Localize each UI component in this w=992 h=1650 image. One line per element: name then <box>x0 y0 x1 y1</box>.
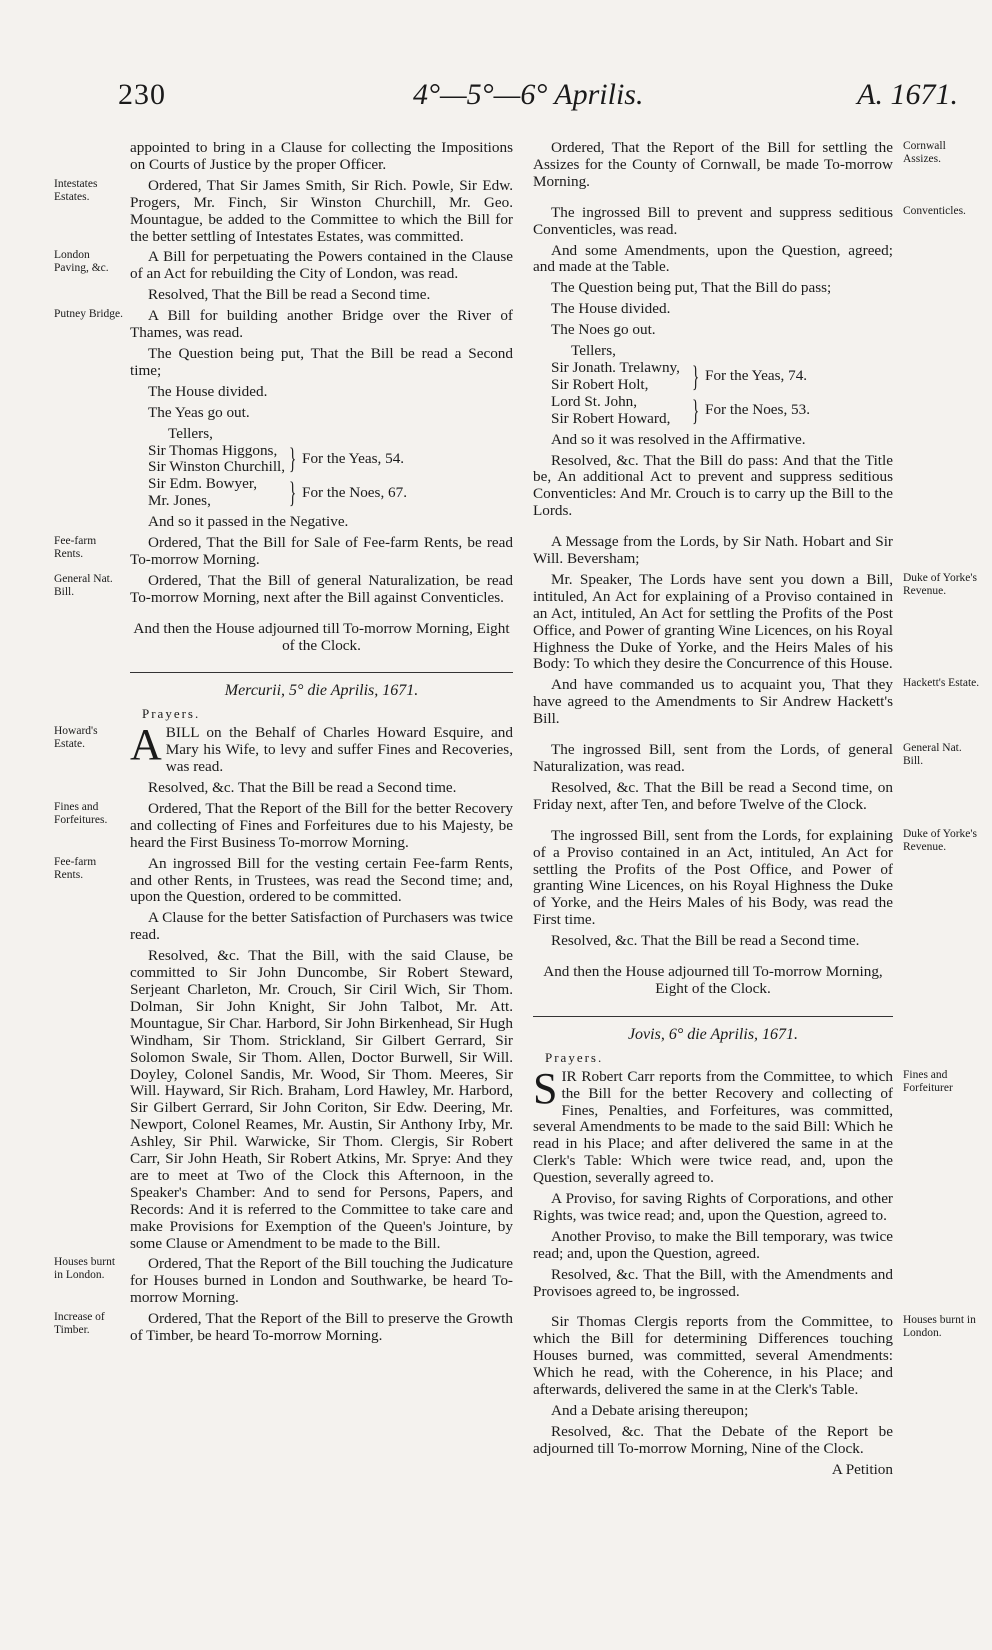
teller-group <box>551 394 893 428</box>
teller-name: Sir Edm. Bowyer, <box>148 475 258 493</box>
paragraph: A Clause for the better Satisfaction of Purchasers was twice read. <box>130 909 513 944</box>
margin-note: Cornwall Assizes. <box>903 140 946 165</box>
teller-result: For the Noes, 67. <box>302 483 408 501</box>
drop-cap: A <box>130 720 162 770</box>
paragraph: The ingrossed Bill, sent from the Lords, for explaining of a Proviso contained in an Act, intituled, An Act for settling the Profits of the Post Office, and Power of granting Wine Licences, on his Royal Highness the Duke of Yorke, and the Heirs Males of his Body, was read the First time. <box>533 826 893 929</box>
paragraph: Sir Thomas Clergis reports from the Committee, to which the Bill for determining Differences touching Houses burned, was committed, several Amendments: Which he read, with the Coherence, in his Place; and afterwards, delivered the same in at the Clerk's Table. <box>533 1313 893 1399</box>
paragraph: The ingrossed Bill to prevent and suppress seditious Conventicles, was read. <box>533 203 893 238</box>
paragraph: IR Robert Carr reports from the Committee, to which the Bill for the better Recovery and collecting of Fines, Penalties, and Forfeitures, was committed, several Amendments to be made to the said Bill: Which he read in his Place; and after delivered the same in at the Clerk's Table: Which were twice read, and, upon the Question, severally agreed to. <box>533 1067 893 1187</box>
left-column <box>54 139 513 1349</box>
paragraph: A Proviso, for saving Rights of Corporations, and other Rights, was twice read; and, upon the Question, agreed to. <box>533 1190 893 1224</box>
paragraph: Mr. Speaker, The Lords have sent you down a Bill, intituled, An Act for explaining of a Proviso contained in an Act, intituled, An Act for settling the Profits of the Post Office, and Power of granting Wine Licences, on his Royal Highness the Duke of Yorke, and the Heirs Males of his Body: To which they desire the Concurrence of this House. <box>533 570 893 673</box>
paragraph: The House divided. <box>551 300 671 318</box>
margin-note: Hackett's Estate. <box>903 677 980 690</box>
margin-note: Duke of Yorke's Revenue. <box>903 827 977 853</box>
teller-name: Sir Robert Howard, <box>551 409 671 427</box>
running-header <box>118 78 958 124</box>
teller-group <box>551 360 893 394</box>
paragraph: The ingrossed Bill, sent from the Lords, of general Naturalization, was read. <box>533 741 893 775</box>
paragraph: BILL on the Behalf of Charles Howard Esquire, and Mary his Wife, to levy and suffer Fines and Recoveries, was read. <box>165 724 513 776</box>
paragraph: Resolved, &c. That the Bill, with the said Clause, be committed to Sir John Duncombe, Sir Robert Steward, Serjeant Charleton, Mr. Crouch, Sir Ciril Wich, Sir Thom. Dolman, Sir John Knight, Sir John Talbot, Mr. Att. Mountague, Sir Char. Harbord, Sir John Birkenhead, Sir Hugh Windham, Sir Thom. Strickland, Sir Gilbert Gerrard, Sir Solomon Swale, Sir Thom. Allen, Doctor Burwell, Sir Will. Doyley, Colonel Sandis, Mr. Wood, Sir Thom. Meeres, Sir Will. Hayward, Sir Rich. Braham, Lord Hawley, Mr. Harbord, Sir Gilbert Gerrard, Sir John Coriton, Sir Edw. Deering, Mr. Newport, Colonel Reames, Mr. Austin, Sir Anthony Irby, Mr. Ashley, Sir Phil. Warwicke, Sir Thom. Clergis, Sir Robert Carr, Sir John Heath, Sir Robert Atkins, Mr. Sprye: And they are to meet at Two of the Clock this Afternoon, in the Speaker's Chamber: And to send for Persons, Papers, and Records: And it is referred to the Committee to take care and make Provisions for Exemption of the Queen's Jointure, by some Clause or Amendment to be made to the Bill. <box>130 947 513 1252</box>
margin-note: London Paving, &c. <box>54 249 109 275</box>
teller-group <box>148 476 513 510</box>
margin-note: Fines and Forfeitures. <box>54 800 108 826</box>
adjournment: And then the House adjourned till To-morrow Morning, Eight of the Clock. <box>133 619 510 654</box>
brace-glyph: } <box>692 393 700 427</box>
brace-glyph: } <box>289 476 297 510</box>
paragraph: Ordered, That the Report of the Bill to preserve the Growth of Timber, be heard To-morrow Morning. <box>130 1310 513 1345</box>
teller-name: Lord St. John, <box>551 392 638 410</box>
paragraph: The Yeas go out. <box>148 403 250 421</box>
teller-group <box>148 443 513 477</box>
teller-name: Sir Thomas Higgons, <box>148 441 278 459</box>
section-rule <box>533 1016 893 1017</box>
paragraph: Resolved, &c. That the Bill, with the Amendments and Provisoes agreed to, be ingrossed. <box>533 1265 893 1300</box>
brace-glyph: } <box>289 442 297 476</box>
margin-note: Duke of Yorke's Revenue. <box>903 571 977 597</box>
day-heading: Mercurii, 5° die Aprilis, 1671. <box>224 682 419 700</box>
paragraph: Ordered, That the Report of the Bill touching the Judicature for Houses burned in London and Southwarke, be heard To-morrow Morning. <box>130 1255 513 1307</box>
tellers-label: Tellers, <box>571 342 616 360</box>
paragraph: Ordered, That the Bill for Sale of Fee-farm Rents, be read To-morrow Morning. <box>130 534 513 568</box>
paragraph: And have commanded us to acquaint you, That they have agreed to the Amendments to Sir Andrew Hackett's Bill. <box>533 676 893 728</box>
teller-name: Mr. Jones, <box>148 492 211 510</box>
paragraph: The Question being put, That the Bill do pass; <box>551 279 832 297</box>
teller-result: For the Yeas, 54. <box>302 449 405 467</box>
paragraph: And a Debate arising thereupon; <box>551 1402 749 1419</box>
margin-note: Howard's Estate. <box>54 725 98 751</box>
paragraph: Resolved, &c. That the Bill be read a Second time. <box>148 779 457 796</box>
paragraph: And so it was resolved in the Affirmative. <box>551 430 806 448</box>
margin-note: Houses burnt in London. <box>54 1256 116 1282</box>
paragraph: The Noes go out. <box>551 321 656 339</box>
teller-result: For the Yeas, 74. <box>705 367 808 385</box>
paragraph: A Bill for building another Bridge over the River of Thames, was read. <box>130 307 513 342</box>
paragraph: Resolved, &c. That the Debate of the Report be adjourned till To-morrow Morning, Nine of the Clock. <box>533 1422 893 1457</box>
paragraph: Resolved, &c. That the Bill do pass: And that the Title be, An additional Act to prevent and suppress seditious Conventicles: And Mr. Crouch is to carry up the Bill to the Lords. <box>533 451 893 520</box>
paragraph: Resolved, &c. That the Bill be read a Second time. <box>551 932 860 950</box>
paragraph: Ordered, That the Bill of general Naturalization, be read To-morrow Morning, next after the Bill against Conventicles. <box>130 571 513 606</box>
day-heading: Jovis, 6° die Aprilis, 1671. <box>627 1025 799 1043</box>
paragraph: And so it passed in the Negative. <box>148 513 349 531</box>
tellers-block <box>533 343 893 428</box>
teller-name: Sir Jonath. Trelawny, <box>551 358 680 376</box>
margin-note: Putney Bridge. <box>54 308 123 321</box>
margin-note: Fee-farm Rents. <box>54 535 97 561</box>
tellers-label: Tellers, <box>168 424 213 442</box>
header-dates: 4°—5°—6° Aprilis. <box>413 78 644 111</box>
teller-result: For the Noes, 53. <box>705 401 811 419</box>
margin-note: General Nat. Bill. <box>903 742 962 768</box>
margin-note: Intestates Estates. <box>54 177 98 203</box>
catchword: A Petition <box>831 1460 893 1478</box>
brace-glyph: } <box>692 359 700 393</box>
teller-name: Sir Robert Holt, <box>551 375 649 393</box>
paragraph: Another Proviso, to make the Bill temporary, was twice read; and, upon the Question, agreed. <box>533 1227 893 1262</box>
paragraph: An ingrossed Bill for the vesting certain Fee-farm Rents, and other Rents, in Trustees, was read the Second time; and, upon the Question, ordered to be committed. <box>130 854 513 906</box>
right-column <box>533 139 980 1483</box>
margin-note: Increase of Timber. <box>54 1311 105 1337</box>
paragraph: Resolved, That the Bill be read a Second time. <box>148 286 431 304</box>
paragraph: Ordered, That the Report of the Bill for the better Recovery and collecting of Fines and Forfeitures due to his Majesty, be heard the First Business To-morrow Morning. <box>130 799 513 851</box>
paragraph: Resolved, &c. That the Bill be read a Second time, on Friday next, after Ten, and before Twelve of the Clock. <box>533 778 893 813</box>
margin-note: Fines and Forfeiturer <box>903 1068 953 1094</box>
margin-note: Fee-farm Rents. <box>54 855 97 881</box>
paragraph: The Question being put, That the Bill be read a Second time; <box>130 344 513 379</box>
paragraph: appointed to bring in a Clause for collecting the Impositions on Courts of Justice by the proper Officer. <box>130 139 513 173</box>
page-number: 230 <box>118 78 166 111</box>
drop-cap: S <box>533 1063 558 1113</box>
paragraph: A Bill for perpetuating the Powers contained in the Clause of an Act for rebuilding the City of London, was read. <box>130 248 513 283</box>
tellers-block <box>130 426 513 511</box>
paragraph: Ordered, That Sir James Smith, Sir Rich. Powle, Sir Edw. Progers, Mr. Finch, Sir Winston Churchill, Mr. Geo. Mountague, be added to the Committee to which the Bill for the better settling of Intestates Estates, was committed. <box>130 176 513 245</box>
margin-note: General Nat. Bill. <box>54 572 113 598</box>
prayers-heading: Prayers. <box>545 1049 604 1065</box>
adjournment: And then the House adjourned till To-morrow Morning, Eight of the Clock. <box>543 963 883 997</box>
header-year: A. 1671. <box>857 78 958 111</box>
paragraph: A Message from the Lords, by Sir Nath. Hobart and Sir Will. Beversham; <box>533 533 893 568</box>
prayers-heading: Prayers. <box>142 706 201 722</box>
margin-note: Conventicles. <box>903 204 966 217</box>
paragraph: And some Amendments, upon the Question, agreed; and made at the Table. <box>533 241 893 276</box>
section-rule <box>130 672 513 673</box>
margin-note: Houses burnt in London. <box>903 1314 976 1340</box>
paragraph: Ordered, That the Report of the Bill for settling the Assizes for the County of Cornwall, be made To-morrow Morning. <box>533 139 893 190</box>
paragraph: The House divided. <box>148 382 268 400</box>
teller-name: Sir Winston Churchill, <box>148 458 286 476</box>
